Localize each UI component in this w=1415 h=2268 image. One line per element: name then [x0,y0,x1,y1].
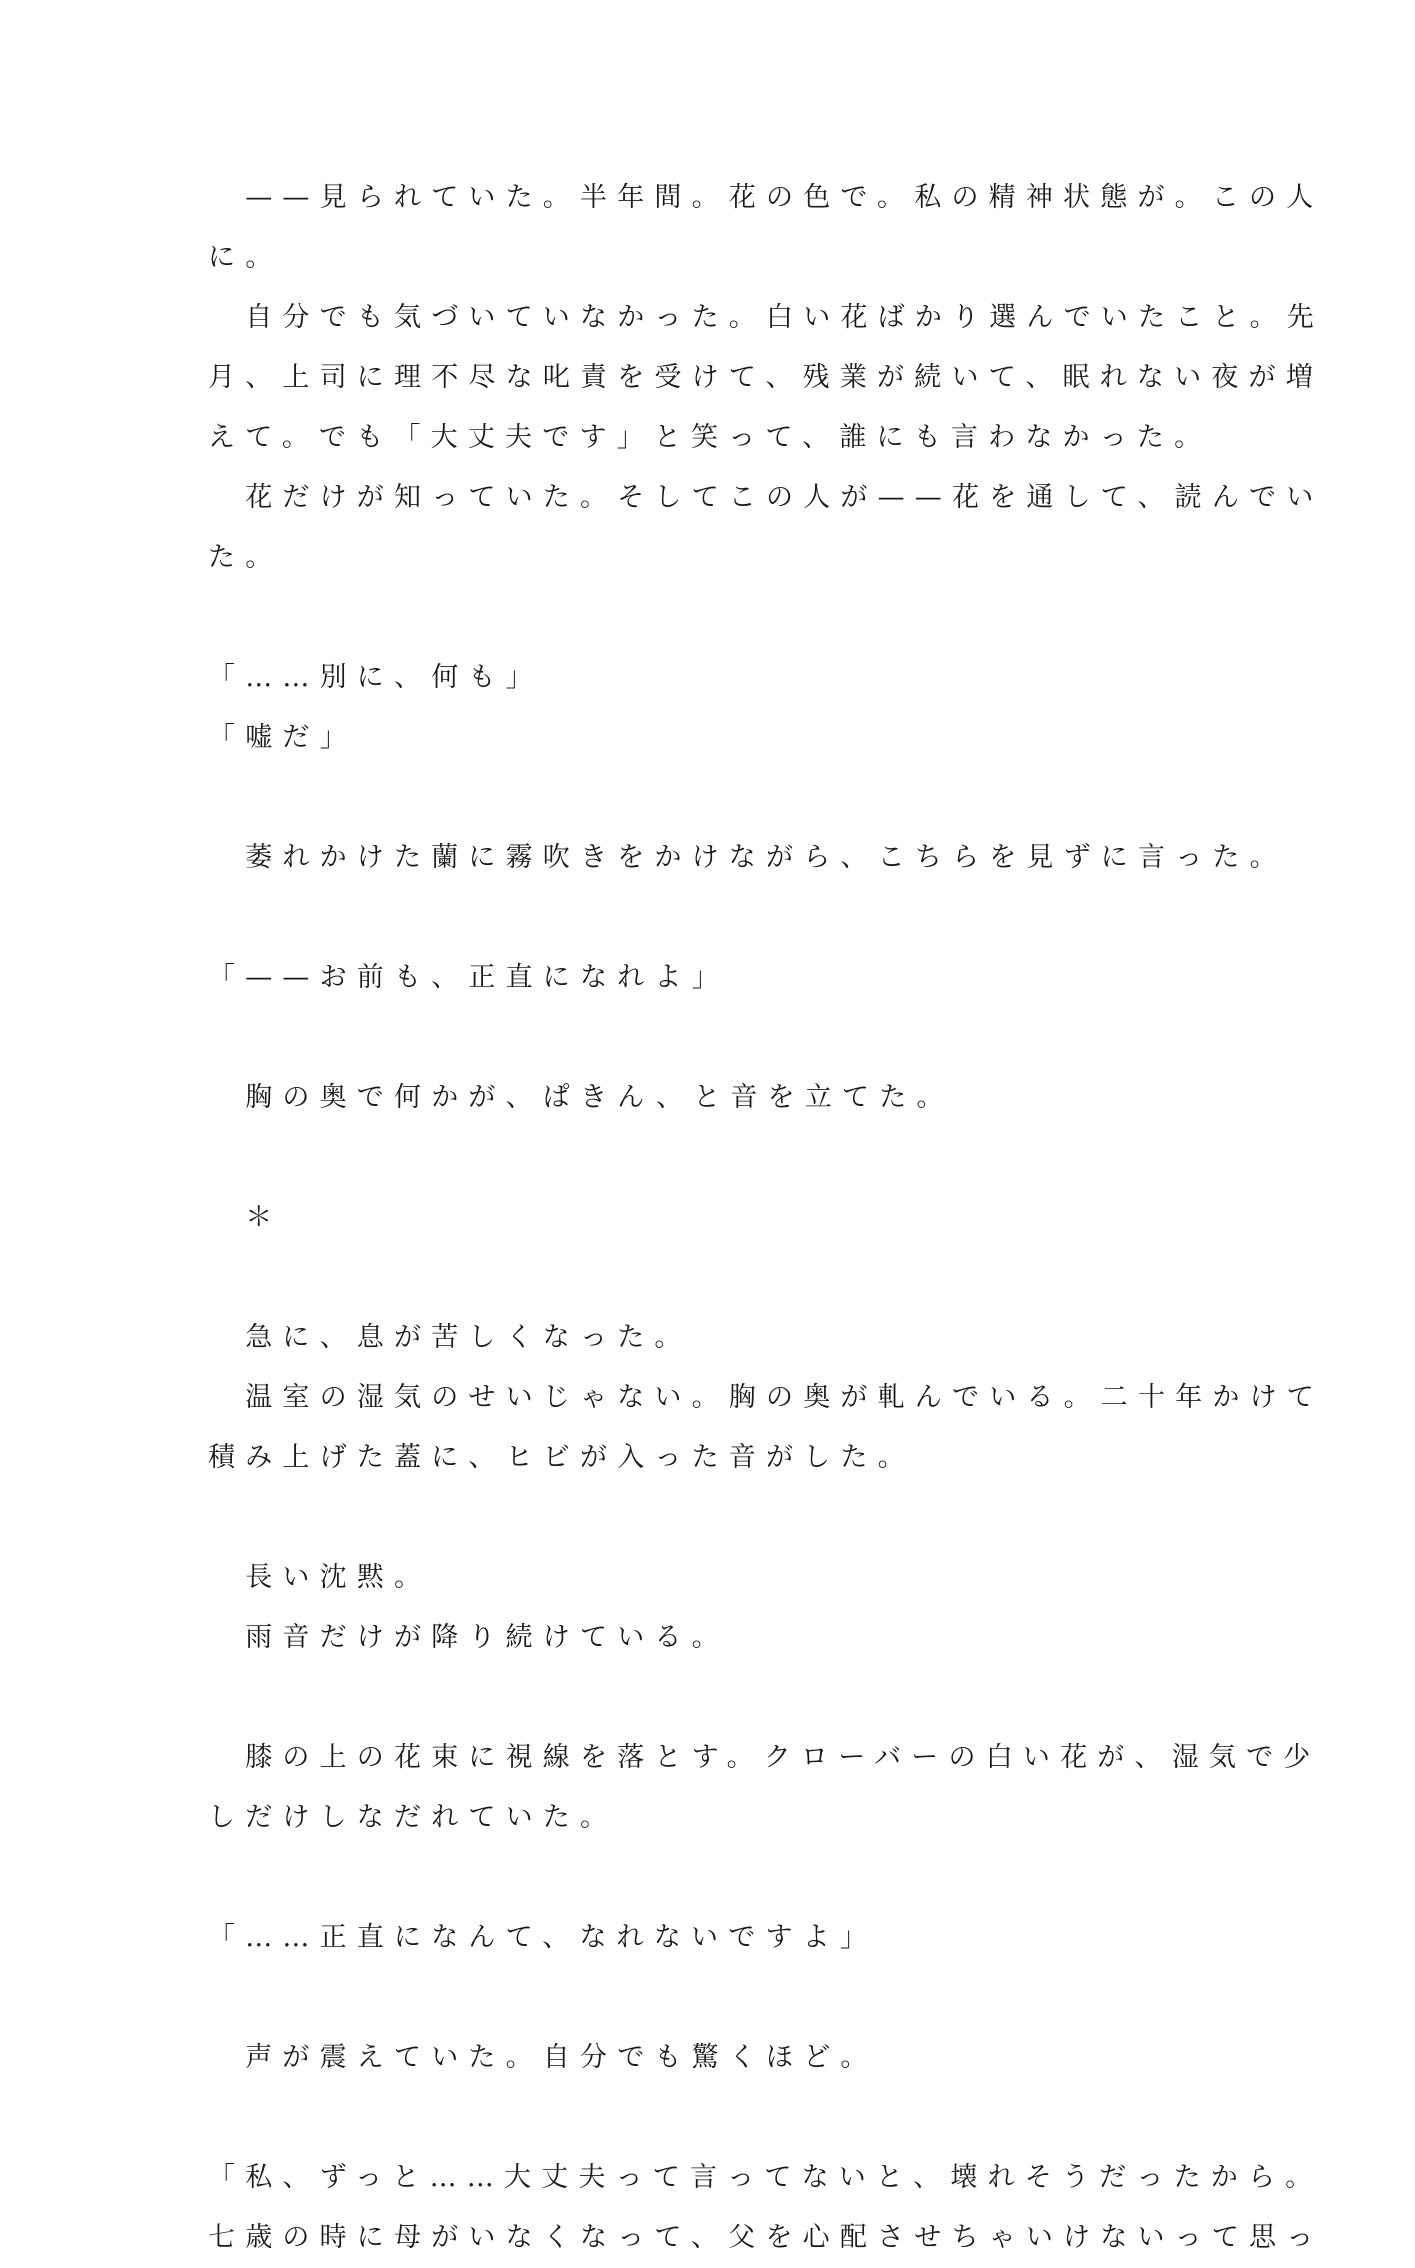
text-line: 長い沈黙。 [208,1562,432,1593]
blank-line [208,1488,1208,1548]
dialogue-line: 「——お前も、正直になれよ」 [208,962,729,993]
text-line: た。 [208,542,283,573]
blank-line [208,888,1208,948]
blank-line [208,1008,1208,1068]
text-line: 声が震えていた。自分でも驚くほど。 [208,2042,878,2073]
text-line: 温室の湿気のせいじゃない。胸の奥が軋んでいる。二十年かけて [208,1382,1324,1413]
blank-line [208,1248,1208,1308]
text-line: 急に、息が苦しくなった。 [208,1322,692,1353]
blank-line [208,1128,1208,1188]
text-line: 積み上げた蓋に、ヒビが入った音がした。 [208,1442,915,1473]
text-line: 雨音だけが降り続けている。 [208,1622,729,1653]
text-line: しだけしなだれていた。 [208,1802,618,1833]
text-line: 萎れかけた蘭に霧吹きをかけながら、こちらを見ずに言った。 [208,842,1287,873]
dialogue-line: 「嘘だ」 [208,722,357,753]
text-line: 自分でも気づいていなかった。白い花ばかり選んでいたこと。先 [208,302,1324,333]
text-line: ——見られていた。半年間。花の色で。私の精神状態が。この人 [208,182,1324,213]
text-line: 膝の上の花束に視線を落とす。クローバーの白い花が、湿気で少 [208,1742,1321,1773]
dialogue-line: 「……別に、何も」 [208,662,543,693]
blank-line [208,1848,1208,1908]
blank-line [208,588,1208,648]
blank-line [208,768,1208,828]
blank-line [208,1968,1208,2028]
text-line: えて。でも「大丈夫です」と笑って、誰にも言わなかった。 [208,422,1212,453]
dialogue-line: 「……正直になんて、なれないですよ」 [208,1922,878,1953]
text-line: に。 [208,242,283,273]
novel-page-text [208,168,1324,2268]
scene-break-asterisk: ＊ [208,1202,283,1233]
blank-line [208,1668,1208,1728]
text-line: 花だけが知っていた。そしてこの人が——花を通して、読んでい [208,482,1324,513]
text-line: 月、上司に理不尽な叱責を受けて、残業が続いて、眠れない夜が増 [208,362,1323,393]
text-line: 胸の奥で何かが、ぱきん、と音を立てた。 [208,1082,954,1113]
blank-line [208,2088,1208,2148]
dialogue-line: 「私、ずっと……大丈夫って言ってないと、壊れそうだったから。 [208,2162,1323,2193]
dialogue-line: 七歳の時に母がいなくなって、父を心配させちゃいけないって思っ [208,2222,1324,2253]
